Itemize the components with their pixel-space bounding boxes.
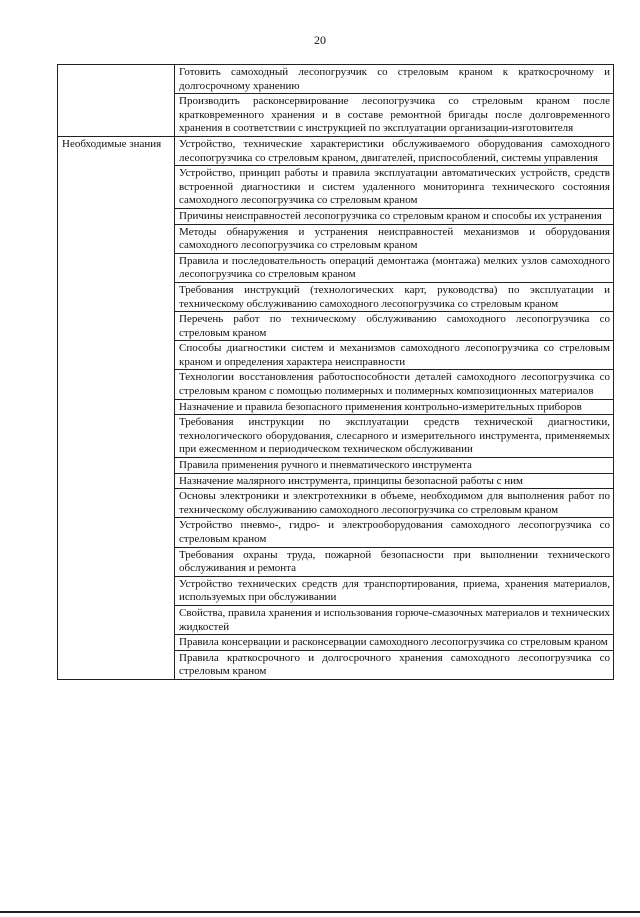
row-description: Производить расконсервирование лесопогрузчика со стреловым краном после кратковременного хранения и в составе ремонтной бригады после долговременного хранения в соответствии с инструкцией по эксплуатации организации-изготовителя [175, 94, 614, 137]
row-description: Основы электроники и электротехники в объеме, необходимом для выполнения работ по техническому обслуживанию самоходного лесопогрузчика со стреловым краном [175, 489, 614, 518]
row-description: Назначение и правила безопасного применения контрольно-измерительных приборов [175, 399, 614, 415]
section-label-knowledge: Необходимые знания [58, 136, 175, 679]
row-description: Устройство технических средств для транспортирования, приема, хранения материалов, используемых при обслуживании [175, 576, 614, 605]
row-description: Перечень работ по техническому обслуживанию самоходного лесопогрузчика со стреловым краном [175, 312, 614, 341]
table-row [58, 65, 614, 94]
row-description: Требования инструкции по эксплуатации средств технической диагностики, технологического оборудования, слесарного и измерительного инструмента, применяемых при ежесменном и периодическом техническом обслуживании [175, 415, 614, 458]
row-description: Правила консервации и расконсервации самоходного лесопогрузчика со стреловым краном [175, 635, 614, 651]
row-description: Правила краткосрочного и долгосрочного хранения самоходного лесопогрузчика со стреловым краном [175, 650, 614, 679]
row-description: Устройство, технические характеристики обслуживаемого оборудования самоходного лесопогрузчика со стреловым краном, двигателей, приспособлений, системы управления [175, 136, 614, 165]
row-description: Устройство, принцип работы и правила эксплуатации автоматических устройств, средств встроенной диагностики и систем удаленного мониторинга технического состояния самоходного лесопогрузчика со стреловым краном [175, 166, 614, 209]
row-description: Требования охраны труда, пожарной безопасности при выполнении технического обслуживания и ремонта [175, 547, 614, 576]
row-description: Устройство пневмо-, гидро- и электрооборудования самоходного лесопогрузчика со стреловым краном [175, 518, 614, 547]
page-number: 20 [314, 33, 326, 47]
row-label-cell [58, 65, 175, 137]
row-description: Правила и последовательность операций демонтажа (монтажа) мелких узлов самоходного лесопогрузчика со стреловым краном [175, 253, 614, 282]
table-row [58, 136, 614, 165]
row-description: Готовить самоходный лесопогрузчик со стреловым краном к краткосрочному и долгосрочному хранению [175, 65, 614, 94]
row-description: Назначение малярного инструмента, принципы безопасной работы с ним [175, 473, 614, 489]
requirements-table [57, 64, 614, 680]
scan-bottom-edge [0, 911, 640, 913]
row-description: Методы обнаружения и устранения неисправностей механизмов и оборудования самоходного лесопогрузчика со стреловым краном [175, 224, 614, 253]
row-description: Свойства, правила хранения и использования горюче-смазочных материалов и технических жидкостей [175, 605, 614, 634]
row-description: Причины неисправностей лесопогрузчика со стреловым краном и способы их устранения [175, 208, 614, 224]
row-description: Правила применения ручного и пневматического инструмента [175, 458, 614, 474]
row-description: Требования инструкций (технологических карт, руководства) по эксплуатации и техническому обслуживанию самоходного лесопогрузчика со стреловым краном [175, 282, 614, 311]
row-description: Способы диагностики систем и механизмов самоходного лесопогрузчика со стреловым краном и определения характера неисправности [175, 341, 614, 370]
row-description: Технологии восстановления работоспособности деталей самоходного лесопогрузчика со стреловым краном с помощью полимерных и полимерных композиционных материалов [175, 370, 614, 399]
